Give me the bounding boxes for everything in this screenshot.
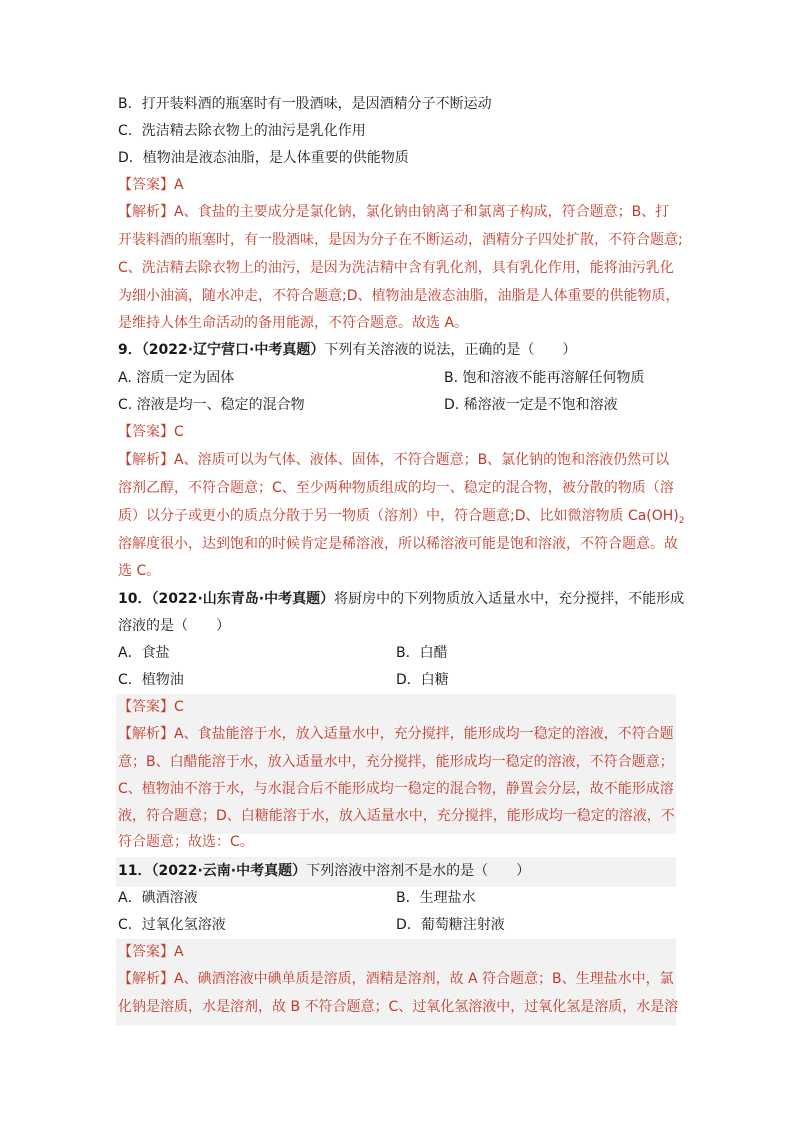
answer-label: 【答案】: [118, 424, 174, 440]
question-source: （2022·云南·中考真题）: [151, 863, 307, 879]
q10-analysis-line-4: 液，符合题意；D、白糖能溶于水，放入适量水中，充分搅拌，能形成均一稳定的溶液，不: [118, 808, 675, 824]
q8-answer: [118, 175, 184, 195]
q9-option-a: A. 溶质一定为固体: [118, 370, 235, 386]
q8-analysis-line-2: 开装料酒的瓶塞时，有一股酒味，是因为分子在不断运动，酒精分子四处扩散，不符合题意;: [118, 232, 683, 248]
subscript: 2: [678, 516, 685, 526]
q11-option-d: D．葡萄糖注射液: [396, 917, 505, 933]
q10-option-d: D．白糖: [396, 672, 449, 688]
question-stem: 下列有关溶液的说法，正确的是（ ）: [324, 342, 577, 358]
analysis-label: 【解析】: [118, 452, 174, 468]
answer-value: A: [174, 177, 184, 193]
q11-option-c: C．过氧化氢溶液: [118, 917, 226, 933]
q8-analysis-line-5: 是维持人体生命活动的备用能源，不符合题意。故选 A。: [118, 315, 469, 331]
question-number: 9．: [118, 342, 142, 358]
q8-option-d: D．植物油是液态油脂，是人体重要的供能物质: [118, 150, 409, 166]
q8-option-c: C．洗洁精去除衣物上的油污是乳化作用: [118, 123, 366, 139]
q8-analysis-line-3: C、洗洁精去除衣物上的油污，是因为洗洁精中含有乳化剂，具有乳化作用，能将油污乳化: [118, 260, 674, 276]
q9-stem: [118, 340, 576, 360]
question-stem: 将厨房中的下列物质放入适量水中，充分搅拌，不能形成: [334, 591, 685, 607]
answer-label: 【答案】: [118, 699, 174, 715]
q11-analysis-line-2: 化钠是溶质，水是溶剂，故 B 不符合题意；C、过氧化氢溶液中，过氧化氢是溶质，水是溶: [118, 999, 679, 1015]
q9-analysis-line-5: 选 C。: [118, 563, 161, 579]
q10-stem-cont: 溶液的是（ ）: [118, 618, 230, 634]
q11-analysis-line-1: 【解析】A、碘酒溶液中碘单质是溶质，酒精是溶剂，故 A 符合题意；B、生理盐水中，氯: [118, 971, 674, 987]
q11-answer: [118, 942, 184, 962]
question-source: （2022·山东青岛·中考真题）: [151, 591, 335, 607]
q9-analysis-line-3: 质）以分子或更小的质点分散于另一物质（溶剂）中，符合题意;D、比如微溶物质 $Ca(OH)_2$: [118, 508, 685, 526]
q8-analysis-line-4: 为细小油滴，随水冲走，不符合题意;D、植物油是液态油脂，油脂是人体重要的供能物质，: [118, 288, 680, 304]
question-number: 10．: [118, 591, 152, 607]
q10-analysis-line-1: 【解析】A、食盐能溶于水，放入适量水中，充分搅拌，能形成均一稳定的溶液，不符合题: [118, 726, 674, 742]
q8-option-b: B．打开装料酒的瓶塞时有一股酒味，是因酒精分子不断运动: [118, 96, 492, 112]
q9-option-b: B. 饱和溶液不能再溶解任何物质: [444, 370, 645, 386]
q9-answer: [118, 422, 184, 442]
q9-option-c: C. 溶液是均一、稳定的混合物: [118, 397, 305, 413]
q8-analysis-line-1: 【解析】A、食盐的主要成分是氯化钠，氯化钠由钠离子和氯离子构成，符合题意；B、打: [118, 204, 670, 220]
q10-stem: [118, 589, 684, 609]
question-number: 11．: [118, 863, 152, 879]
q10-option-b: B．白醋: [396, 645, 448, 661]
answer-label: 【答案】: [118, 177, 174, 193]
question-source: （2022·辽宁营口·中考真题）: [141, 342, 325, 358]
q10-analysis-line-3: C、植物油不溶于水，与水混合后不能形成均一稳定的混合物，静置会分层，故不能形成溶: [118, 781, 674, 797]
q9-analysis-line-2: 溶剂乙醇，不符合题意；C、至少两种物质组成的均一、稳定的混合物，被分散的物质（溶: [118, 480, 674, 496]
answer-label: 【答案】: [118, 944, 174, 960]
analysis-label: 【解析】: [118, 726, 174, 742]
q10-analysis-line-5: 符合题意；故选：C。: [118, 834, 254, 850]
analysis-label: 【解析】: [118, 204, 174, 220]
q11-option-b: B．生理盐水: [396, 890, 476, 906]
answer-value: A: [174, 944, 184, 960]
q11-stem: [118, 861, 530, 881]
answer-value: C: [174, 699, 184, 715]
q9-analysis-line-1: 【解析】A、溶质可以为气体、液体、固体，不符合题意；B、氯化钠的饱和溶液仍然可以: [118, 452, 670, 468]
q10-option-a: A．食盐: [118, 645, 170, 661]
answer-value: C: [174, 424, 184, 440]
q10-analysis-line-2: 意；B、白醋能溶于水，放入适量水中，充分搅拌，能形成均一稳定的溶液，不符合题意；: [118, 754, 674, 770]
analysis-label: 【解析】: [118, 971, 174, 987]
q10-option-c: C．植物油: [118, 672, 184, 688]
q11-option-a: A．碘酒溶液: [118, 890, 198, 906]
q9-analysis-line-4: 溶解度很小，达到饱和的时候肯定是稀溶液，所以稀溶液可能是饱和溶液，不符合题意。故: [118, 536, 678, 552]
question-stem: 下列溶液中溶剂不是水的是（ ）: [306, 863, 531, 879]
q9-option-d: D. 稀溶液一定是不饱和溶液: [444, 397, 618, 413]
q10-answer: [118, 697, 184, 717]
